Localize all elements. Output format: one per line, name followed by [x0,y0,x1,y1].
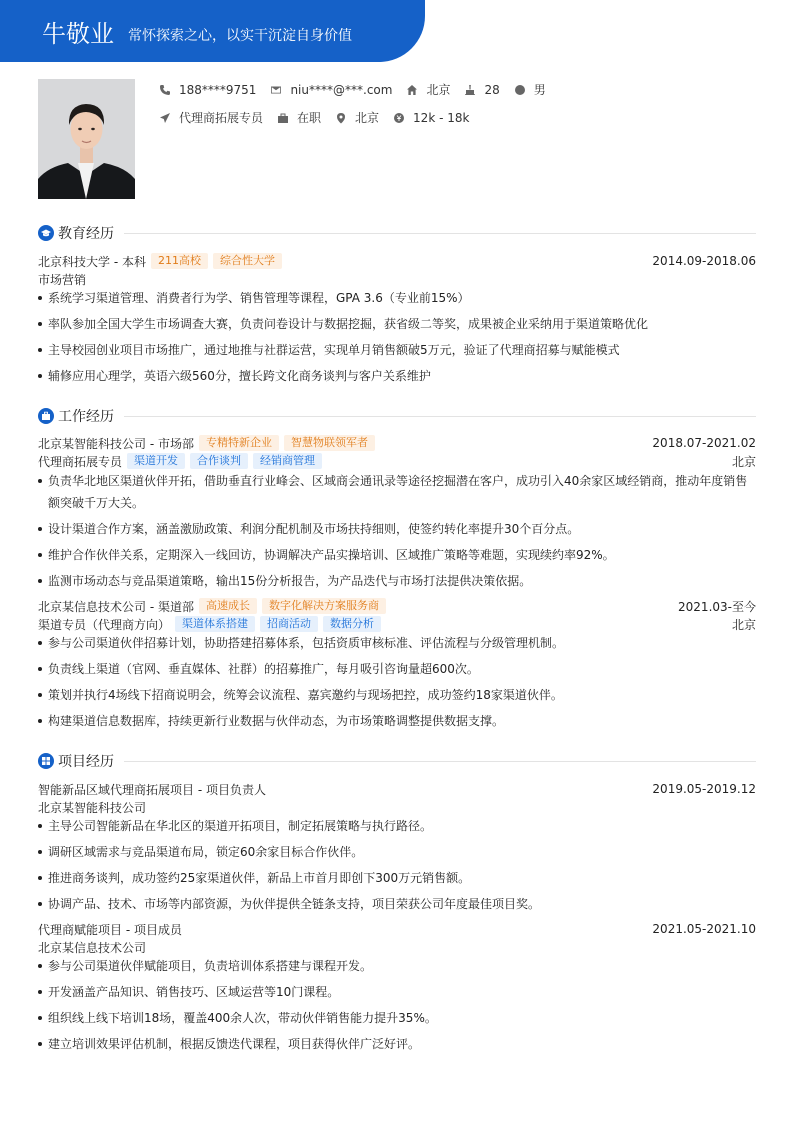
project-bullet: 调研区域需求与竞品渠道布局，锁定60余家目标合作伙伴。 [38,842,750,863]
role-row [38,452,756,470]
status-text: 在职 [297,111,322,125]
project-company: 北京某信息技术公司 [38,940,147,955]
briefcase-icon [277,112,289,124]
gender-text: 男 [533,83,546,97]
company-name: 北京某信息技术公司 - 渠道部 [38,599,194,614]
phone-item [159,83,256,97]
major-name: 市场营销 [38,272,87,287]
briefcase-section-icon [38,408,54,424]
position-item [159,109,263,126]
job-row [38,597,756,615]
project-bullet: 协调产品、技术、市场等内部资源，为伙伴提供全链条支持，项目荣获公司年度最佳项目奖。 [38,894,750,915]
work-bullet: 参与公司渠道伙伴招募计划，协助搭建招募体系，包括资质审核标准、评估流程与分级管理机制。 [38,633,750,654]
skill-tag: 经销商管理 [253,453,322,469]
job-location: 北京 [731,454,756,469]
section-title: 项目经历 [58,754,114,770]
role-row [38,615,756,633]
continuation-text: 额突破千万大关。 [48,496,145,510]
cake-icon [464,84,476,96]
contact-row-2 [159,109,483,126]
project-title: 代理商赋能项目 - 项目成员 [38,922,182,937]
work-bullet: 设计渠道合作方案，涵盖激励政策、利润分配机制及市场扶持细则，使签约转化率提升30个百分点。 [38,519,750,540]
email-text: niu****@***.com [290,82,393,97]
education-date: 2014.09-2018.06 [652,254,756,268]
job-row [38,434,756,452]
skill-tag: 合作谈判 [190,453,248,469]
work-section-header [38,406,756,426]
role-name: 代理商拓展专员 [38,454,123,469]
role-name: 渠道专员（代理商方向） [38,617,171,632]
target-city-item [335,109,379,126]
project-bullet: 组织线上线下培训18场，覆盖400余人次，带动伙伴销售能力提升35%。 [38,1008,750,1029]
work-bullet: 负责线上渠道（官网、垂直媒体、社群）的招募推广，每月吸引咨询量超600次。 [38,659,750,680]
job-date: 2018.07-2021.02 [652,436,756,450]
project-company: 北京某智能科技公司 [38,800,147,815]
job-date: 2021.03-至今 [678,599,756,614]
project-title: 智能新品区域代理商拓展项目 - 项目负责人 [38,782,266,797]
project-bullet: 推进商务谈判，成功签约25家渠道伙伴，新品上市首月即创下300万元销售额。 [38,868,750,889]
profile-photo [38,79,135,199]
project-date: 2019.05-2019.12 [652,782,756,796]
skill-tag: 数据分析 [323,616,381,632]
project-bullet: 开发涵盖产品知识、销售技巧、区域运营等10门课程。 [38,982,750,1003]
age-item [464,83,499,97]
section-title: 教育经历 [58,226,114,242]
work-bullet: 维护合作伙伴关系，定期深入一线回访，协调解决产品实操培训、区域推广策略等难题，实现续约率92%。 [38,545,750,566]
home-icon [406,84,418,96]
section-divider [124,233,756,234]
gender-item [514,81,546,98]
work-bullet: 策划并执行4场线下招商说明会，统筹会议流程、嘉宾邀约与现场把控，成功签约18家渠道伙伴。 [38,685,750,706]
phone-text: 188****9751 [179,82,257,97]
company-tag: 数字化解决方案服务商 [262,598,386,614]
education-row [38,252,756,270]
money-icon [393,112,405,124]
mail-icon [270,84,282,96]
work-bullet: 监测市场动态与竞品渠道策略，输出15份分析报告，为产品迭代与市场打法提供决策依据。 [38,571,750,592]
salary-text: 12k - 18k [413,110,470,125]
school-name: 北京科技大学 - 本科 [38,254,146,269]
skill-tag: 渠道体系搭建 [175,616,255,632]
company-tag: 智慧物联领军者 [284,435,375,451]
job-location: 北京 [731,617,756,632]
status-item [277,109,321,126]
gender-icon [514,84,526,96]
section-divider [124,416,756,417]
major-row [38,270,756,288]
education-section-header [38,223,756,243]
section-title: 工作经历 [58,409,114,425]
graduation-cap-icon [38,225,54,241]
target-city-text: 北京 [355,111,380,125]
skill-tag: 招商活动 [260,616,318,632]
company-name: 北京某智能科技公司 - 市场部 [38,436,194,451]
position-text: 代理商拓展专员 [179,111,264,125]
email-item [270,83,392,97]
education-tag: 综合性大学 [213,253,282,269]
section-divider [124,761,756,762]
work-bullet-continuation [38,493,750,514]
education-bullet: 辅修应用心理学，英语六级560分，擅长跨文化商务谈判与客户关系维护 [38,366,750,387]
grid-icon [38,753,54,769]
skill-tag: 渠道开发 [127,453,185,469]
project-company-row [38,798,756,816]
phone-icon [159,84,171,96]
education-bullet: 系统学习渠道管理、消费者行为学、销售管理等课程，GPA 3.6（专业前15%） [38,288,750,309]
company-tag: 高速成长 [199,598,257,614]
city-item [406,81,450,98]
location-pin-icon [335,112,347,124]
company-tag: 专精特新企业 [199,435,279,451]
project-row [38,920,756,938]
portrait-illustration [38,79,135,199]
candidate-name: 牛敬业 [42,20,114,48]
project-row [38,780,756,798]
education-tag: 211高校 [151,253,208,269]
contact-row-1 [159,81,560,98]
salary-item [393,111,469,125]
project-bullet: 参与公司渠道伙伴赋能项目，负责培训体系搭建与课程开发。 [38,956,750,977]
project-bullet: 主导公司智能新品在华北区的渠道开拓项目，制定拓展策略与执行路径。 [38,816,750,837]
age-text: 28 [484,82,500,97]
project-bullet: 建立培训效果评估机制，根据反馈迭代课程，项目获得伙伴广泛好评。 [38,1034,750,1055]
work-bullet: 构建渠道信息数据库，持续更新行业数据与伙伴动态，为市场策略调整提供数据支撑。 [38,711,750,732]
project-section-header [38,751,756,771]
work-bullet: 负责华北地区渠道伙伴开拓，借助垂直行业峰会、区域商会通讯录等途径挖掘潜在客户，成功引入40余家区域经销商，推动年度销售 [38,471,750,492]
send-icon [159,112,171,124]
education-bullet: 主导校园创业项目市场推广，通过地推与社群运营，实现单月销售额破5万元，验证了代理商招募与赋能模式 [38,340,750,361]
education-bullet: 率队参加全国大学生市场调查大赛，负责问卷设计与数据挖掘，获省级二等奖，成果被企业采纳用于渠道策略优化 [38,314,750,335]
city-text: 北京 [426,83,451,97]
candidate-slogan: 常怀探索之心，以实干沉淀自身价值 [128,28,352,44]
project-date: 2021.05-2021.10 [652,922,756,936]
project-company-row [38,938,756,956]
